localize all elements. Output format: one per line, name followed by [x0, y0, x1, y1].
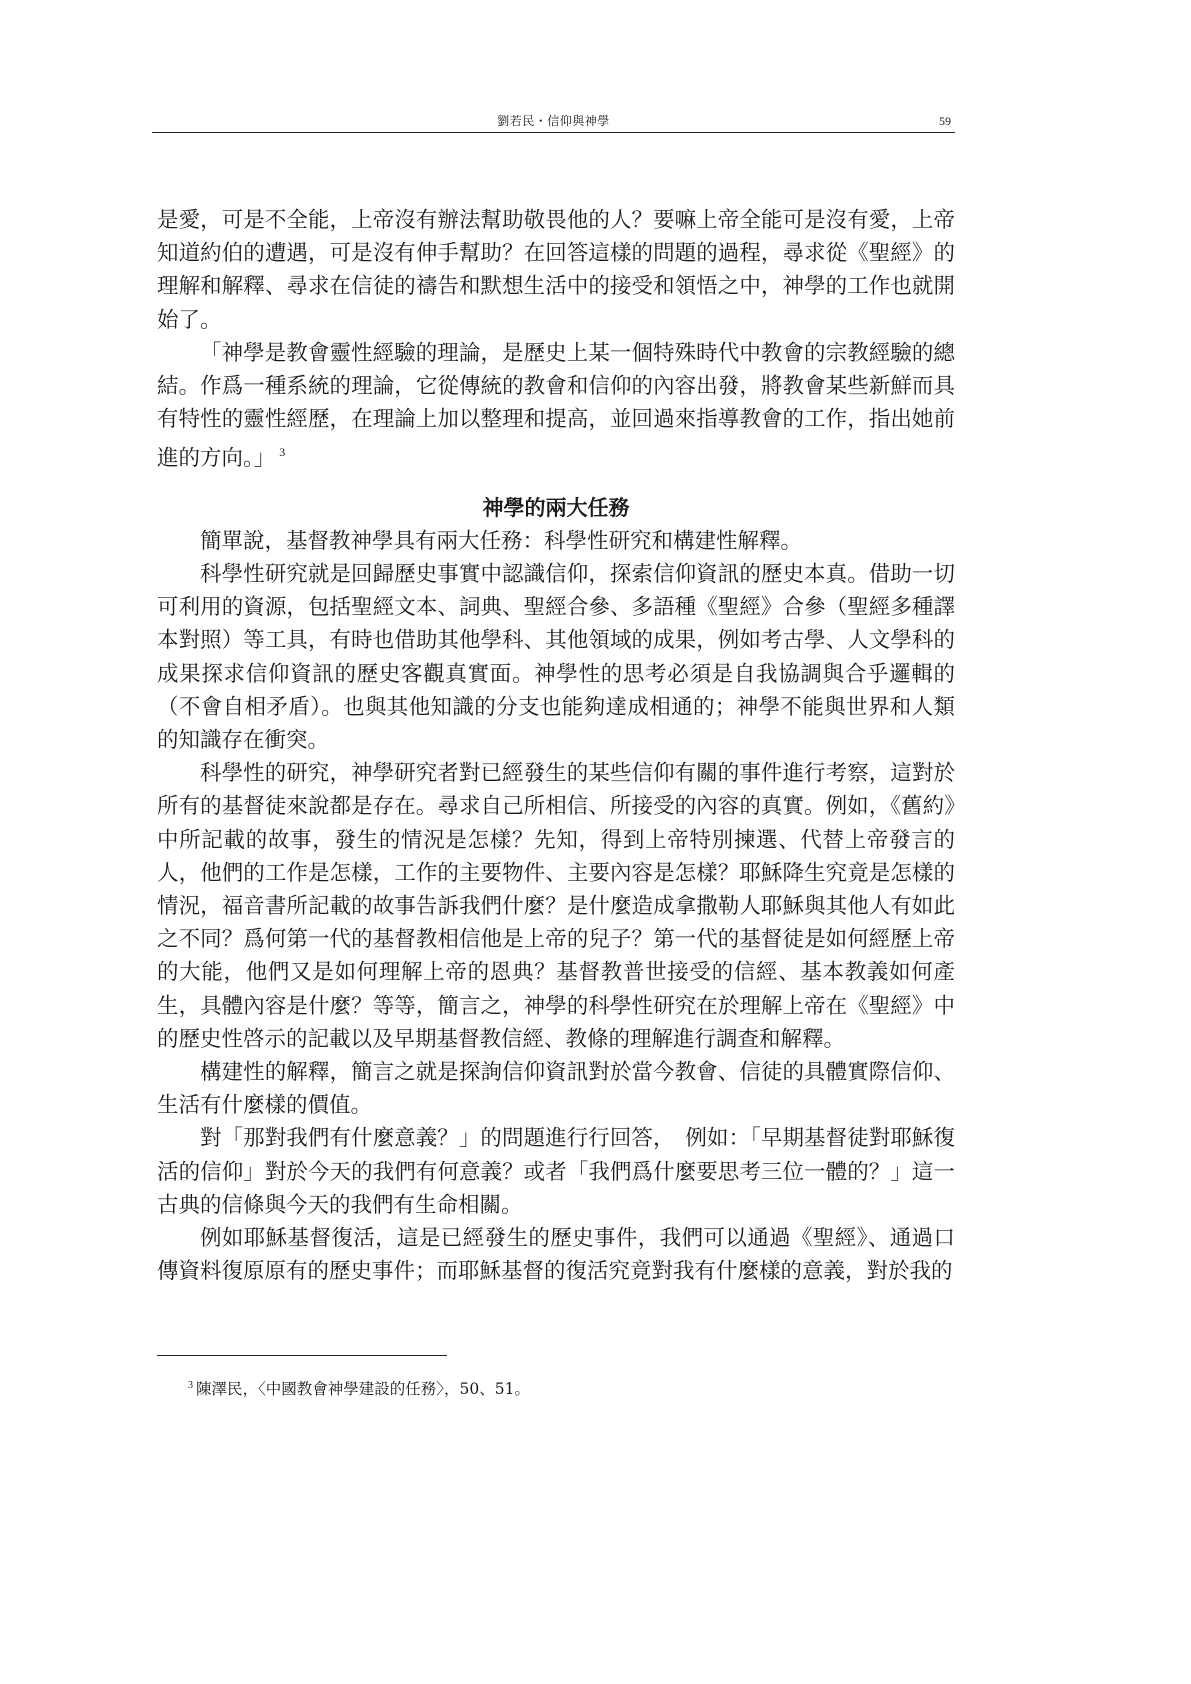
- footnote-divider: [157, 1355, 447, 1356]
- paragraph: 例如耶穌基督復活，這是已經發生的歷史事件，我們可以通過《聖經》、通過口傳資料復原原有的歷史事件；而耶穌基督的復活究竟對我有什麼樣的意義，對於我的: [157, 1226, 955, 1285]
- paragraph: 科學性研究就是回歸歷史事實中認識信仰，探索信仰資訊的歷史本真。借助一切可利用的資源，包括聖經文本、詞典、聖經合參、多語種《聖經》合參（聖經多種譯本對照）等工具，有時也借助其他學科、其他領域的成果，例如考古學、人文學科的成果探求信仰資訊的歷史客觀真實面。神學性的思考必須是自我協調與合乎邏輯的（不會自相矛盾）。也與其他知識的分支也能夠達成相通的；神學不能與世界和人類的知識存在衝突。: [157, 562, 955, 754]
- quote-text: 「神學是教會靈性經驗的理論，是歷史上某一個特殊時代中教會的宗教經驗的總結。作爲一種系統的理論，它從傳統的教會和信仰的內容出發，將教會某些新鮮而具有特性的靈性經歷，在理論上加以整理和提高，並回過來指導教會的工作，指出她前進的方向。」: [157, 340, 955, 472]
- paragraph: 簡單說，基督教神學具有兩大任務：科學性研究和構建性解釋。: [200, 528, 803, 554]
- section-heading: 神學的兩大任務: [482, 495, 630, 520]
- paragraph: 是愛，可是不全能，上帝沒有辦法幫助敬畏他的人？要嘛上帝全能可是沒有愛，上帝知道約伯的遭遇，可是沒有伸手幫助？在回答這樣的問題的過程，尋求從《聖經》的理解和解釋、尋求在信徒的禱告和默想生活中的接受和領悟之中，神學的工作也就開始了。: [157, 208, 955, 333]
- footnote-mark: 3: [188, 1380, 193, 1391]
- page-number: 59: [939, 114, 951, 128]
- header-divider: [152, 132, 955, 133]
- paragraph: 科學性的研究，神學研究者對已經發生的某些信仰有關的事件進行考察，這對於所有的基督徒來說都是存在。尋求自己所相信、所接受的內容的真實。例如，《舊約》中所記載的故事，發生的情況是怎樣？先知，得到上帝特別揀選、代替上帝發言的人，他們的工作是怎樣，工作的主要物件、主要內容是怎樣？耶穌降生究竟是怎樣的情況，福音書所記載的故事告訴我們什麼？是什麼造成拿撒勒人耶穌與其他人有如此之不同？爲何第一代的基督教相信他是上帝的兒子？第一代的基督徒是如何經歷上帝的大能，他們又是如何理解上帝的恩典？基督教普世接受的信經、基本教義如何產生，具體內容是什麼？等等，簡言之，神學的科學性研究在於理解上帝在《聖經》中的歷史性啓示的記載以及早期基督教信經、教條的理解進行調查和解釋。: [157, 761, 955, 1052]
- body-text: [157, 204, 955, 1289]
- footnote-text: 陳澤民，〈中國教會神學建設的任務〉，50、51。: [196, 1380, 530, 1398]
- footnote: [188, 1375, 530, 1400]
- quote-paragraph: [157, 337, 955, 476]
- footnote-reference[interactable]: 3: [279, 445, 286, 460]
- running-header-title: 劉若民・信仰與神學: [497, 114, 610, 128]
- paragraph: 對「那對我們有什麼意義？」的問題進行行回答， 例如：「早期基督徒對耶穌復活的信仰」對於今天的我們有何意義？或者「我們爲什麼要思考三位一體的？」這一古典的信條與今天的我們有生命相關。: [157, 1126, 955, 1218]
- paragraph: 構建性的解釋，簡言之就是探詢信仰資訊對於當今教會、信徒的具體實際信仰、生活有什麼樣的價值。: [157, 1060, 955, 1119]
- running-header: [152, 112, 955, 130]
